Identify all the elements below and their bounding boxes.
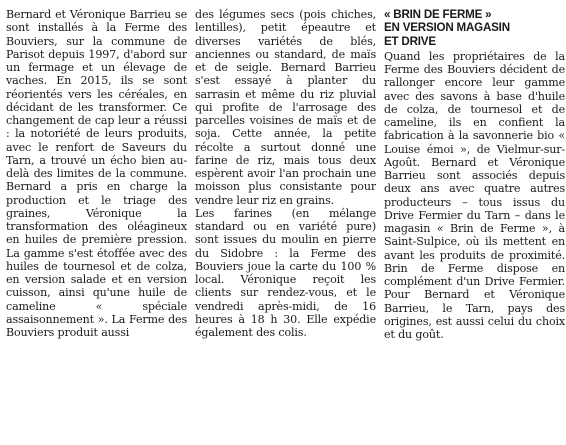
subheading-line: ET DRIVE xyxy=(384,34,436,48)
article-column-3 xyxy=(384,8,565,445)
article-column-1 xyxy=(6,8,187,445)
subheading-line: « BRIN DE FERME » xyxy=(384,8,492,21)
article-paragraph: des légumes secs (pois chiches, lentilles), petit épeautre et diverses variétés de blés, anciennes ou standard, de maïs et de seigle. Bernard Barrieu s'est essayé à planter du sarrasin et même du riz pluvial qui profite de l'arrosage des parcelles voisines de maïs et de soja. Cette année, la petite récolte a surtout donné une farine de riz, mais tous deux espèrent avoir l'an prochain une moisson plus consistante pour vendre leur riz en grains. xyxy=(195,8,376,207)
article-paragraph: Les farines (en mélange standard ou en variété pure) sont issues du moulin en pierre du Sidobre : la Ferme des Bouviers joue la carte du 100 % local. Véronique reçoit les clients sur rendez-vous, et le vendredi après-midi, de 16 heures à 18 h 30. Elle expédie également des colis. xyxy=(195,206,376,339)
article-column-2 xyxy=(195,8,376,445)
subheading-line: EN VERSION MAGASIN xyxy=(384,21,510,35)
section-subheading xyxy=(384,8,565,48)
article-paragraph: Quand les propriétaires de la Ferme des Bouviers décident de rallonger encore leur gamme avec des savons à base d'huile de colza, de tournesol et de cameline, ils en confient la fabrication à la savonnerie bio « Louise émoi », de Vielmur-sur-Agoût. Bernard et Véronique Barrieu sont associés depuis deux ans avec quatre autres producteurs – tous issus du Drive Fermier du Tarn – dans le magasin « Brin de Ferme », à Saint-Sulpice, où ils mettent en avant les produits de proximité. Brin de Ferme dispose en complément d'un Drive Fermier. Pour Bernard et Véronique Barrieu, le Tarn, pays des origines, est aussi celui du choix et du goût. xyxy=(384,49,565,341)
article-paragraph: Bernard et Véronique Barrieu se sont installés à la Ferme des Bouviers, sur la commune de Parisot depuis 1997, d'abord sur un fermage et un élevage de vaches. En 2015, ils se sont réorientés vers les céréales, en décidant de les transformer. Ce changement de cap leur a réussi : la notoriété de leurs produits, avec le renfort de Saveurs du Tarn, a trouvé un écho bien au-delà des limites de la commune. Bernard a pris en charge la production et le triage des graines, Véronique la transformation des oléagineux en huiles de première pression. La gamme s'est étoffée avec des huiles de tournesol et de colza, en version salade et en version cuisson, ainsi qu'une huile de cameline « spéciale assaisonnement ». La Ferme des Bouviers produit aussi xyxy=(6,8,187,339)
